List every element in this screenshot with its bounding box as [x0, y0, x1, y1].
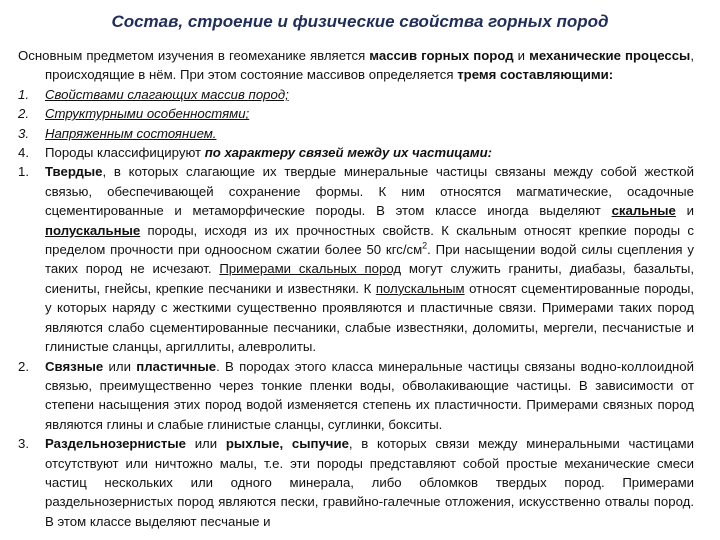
category-number: 1. — [18, 164, 29, 180]
category-text: , в которых слагающие их твердые минеральные частицы связаны между собой жесткой связью, обеспечивающей сохранение формы. К ним относятся магматические, осадочные сцементированные и метаморфические породы. В этом классе иногда выделяют — [45, 164, 694, 219]
page-title: Состав, строение и физические свойства горных пород — [111, 12, 609, 31]
category-number: 3. — [18, 436, 29, 452]
intro-text: Основным предметом изучения в геомеханике является — [18, 48, 370, 63]
category-text: . В породах этого класса минеральные частицы связаны водно-коллоидной связью, преимущественно через тонкие пленки воды, обволакивающие частицы. В зависимости от степени насыщения этих пород водой изменяется степень их пластичности. Примерами связных пород являются глины и слабые глинистые сланцы, суглинки, бокситы. — [45, 358, 694, 432]
intro-term-components: тремя составляющими: — [457, 67, 614, 83]
category-text: или — [103, 358, 137, 374]
intro-term-massif: массив горных пород — [369, 48, 514, 63]
category-cohesive — [18, 357, 694, 435]
list-item — [18, 124, 694, 143]
list-text: Напряженным состоянием. — [45, 125, 217, 141]
category-text: могут служить граниты, диабазы, базальты, сиениты, гнейсы, крепкие песчаники и известняки. К — [45, 261, 694, 296]
list-item — [18, 143, 694, 162]
category-title: Связные — [45, 358, 104, 374]
category-title-alt: рыхлые, сыпучие — [225, 436, 349, 452]
list-number: 4. — [18, 145, 29, 161]
category-text: относят сцементированные породы, у которых наряду с жесткими существенно проявляются и пластичные связи. Примерами таких пород являются слабо сцементированные песчаники, слабые известняки, доломиты, мергели, песчанистые и глинистые сланцы, аргиллиты, алевролиты. — [45, 280, 694, 355]
category-text: породы, исходя из их прочностных свойств. К скальным относят крепкие породы с пределом прочности при одноосном сжатии более 50 кгс/см — [45, 222, 694, 258]
intro-paragraph — [18, 46, 694, 85]
category-text: и — [675, 203, 694, 219]
list-number: 1. — [18, 86, 29, 102]
category-text: или — [185, 436, 226, 452]
category-text: . При насыщении водой силы сцепления у таких пород не исчезают. — [45, 242, 694, 277]
category-title: Раздельнозернистые — [45, 436, 186, 452]
list-item — [18, 104, 694, 123]
category-loose — [18, 434, 694, 531]
category-title-alt: пластичные — [136, 358, 217, 374]
category-title: Твердые — [45, 164, 103, 180]
list-text: Свойствами слагающих массив пород; — [45, 86, 289, 102]
intro-text: и — [513, 48, 530, 63]
term-rocky: скальные — [611, 203, 676, 219]
list-item — [18, 85, 694, 104]
category-solid — [18, 162, 694, 356]
examples-rocky-label: Примерами скальных пород — [219, 261, 402, 277]
intro-text: , происходящие в нём. При этом состояние массивов определяется — [45, 48, 694, 83]
intro-term-processes: механические процессы — [529, 48, 691, 63]
term-semi-rocky: полускальные — [45, 222, 141, 238]
document-body — [18, 46, 694, 531]
semi-rocky-label: полускальным — [375, 280, 465, 296]
superscript: 2 — [422, 240, 428, 251]
list-number: 2. — [18, 106, 29, 122]
list-text: Породы классифицируют — [45, 145, 205, 161]
list-number: 3. — [18, 125, 29, 141]
category-number: 2. — [18, 358, 29, 374]
classification-basis: по характеру связей между их частицами: — [204, 145, 493, 161]
list-text: Структурными особенностями; — [45, 106, 250, 122]
category-text: , в которых связи между минеральными частицами отсутствуют или ничтожно малы, т.е. эти породы представляют собой простые механические смеси частиц нескольких или одного минерала, либо обломков твердых пород. Примерами раздельнозернистых пород являются пески, гравийно-галечные отложения, искусственно отвалы пород. В этом классе выделяют песчаные и — [45, 436, 694, 529]
